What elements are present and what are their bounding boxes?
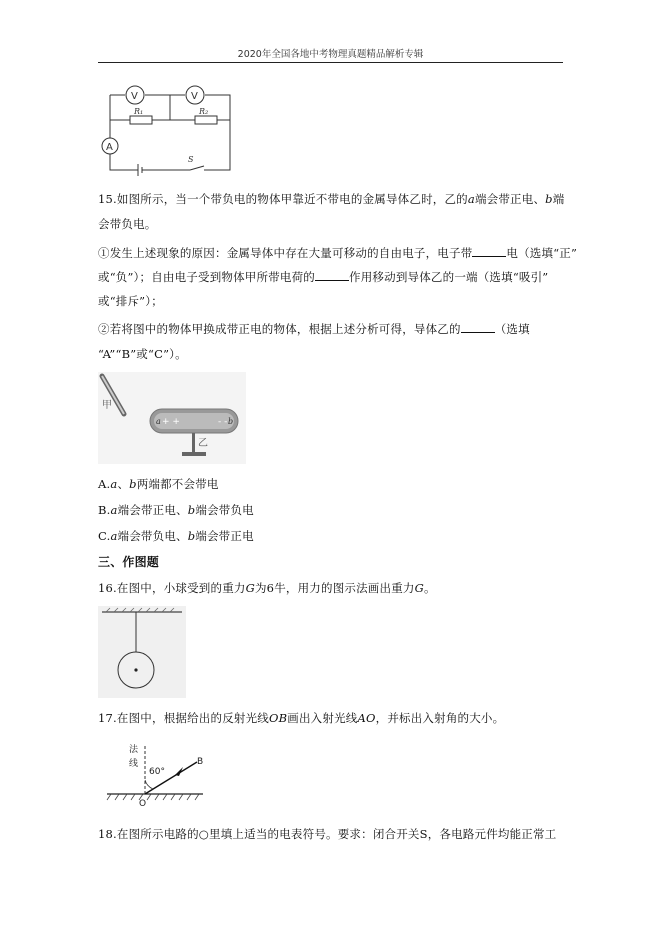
reflection-figure: [105, 740, 205, 810]
point-b-label: B: [197, 757, 204, 767]
ammeter-label: A: [106, 142, 113, 153]
switch-label: S: [188, 155, 194, 164]
answer-blank-1: [472, 245, 506, 257]
q15-part1-line-3: 或“排斥”）；: [98, 294, 163, 308]
jia-label: 甲: [102, 400, 112, 411]
voltmeter-2-label: V: [191, 91, 198, 102]
end-a-label: a: [156, 417, 161, 426]
q18-text: 18.在图所示电路的○里填上适当的电表符号。要求：闭合开关S，各电路元件均能正常工: [98, 827, 557, 841]
end-b-label: b: [228, 417, 234, 426]
q15-part2-line-2: “A”“B”或“C”）。: [98, 347, 187, 361]
pendulum-figure: [98, 606, 186, 698]
angle-label: 60°: [149, 767, 165, 777]
section-title: 三、作图题: [98, 555, 160, 569]
svg-text:- -: - -: [218, 417, 228, 427]
svg-text:+ +: + +: [162, 417, 180, 427]
q15-part1-line-2: 或“负”）；自由电子受到物体甲所带电荷的 作用移动到导体乙的一端（选填“吸引”: [98, 270, 549, 284]
q15-part1-line-1: ①发生上述现象的原因：金属导体中存在大量可移动的自由电子，电子带 电（选填“正”: [98, 246, 578, 260]
header-rule: [98, 62, 563, 63]
voltmeter-1-label: V: [131, 91, 138, 102]
yi-label: 乙: [198, 438, 208, 449]
option-b: B.a端会带正电、b端会带负电: [98, 503, 254, 517]
option-a: A.a、b两端都不会带电: [98, 477, 219, 491]
conductor-figure: [98, 372, 246, 464]
circuit-diagram: [100, 80, 240, 180]
q17-text: 17.在图中，根据给出的反射光线OB画出入射光线AO，并标出入射角的大小。: [98, 711, 505, 725]
r1-label: R₁: [134, 107, 144, 116]
answer-blank-3: [461, 321, 495, 333]
q15-line-2: 会带负电。: [98, 217, 157, 231]
q15-part2-line-1: ②若将图中的物体甲换成带正电的物体，根据上述分析可得，导体乙的 （选填: [98, 322, 530, 336]
option-c: C.a端会带负电、b端会带正电: [98, 529, 254, 543]
r2-label: R₂: [199, 107, 209, 116]
q16-text: 16.在图中，小球受到的重力G为6牛，用力的图示法画出重力G。: [98, 581, 436, 595]
point-o-label: O: [139, 799, 147, 809]
normal-label-2: 线: [129, 759, 139, 769]
q15-line-1: 15.如图所示，当一个带负电的物体甲靠近不带电的金属导体乙时，乙的a端会带正电、b端: [98, 192, 565, 206]
answer-blank-2: [315, 269, 349, 281]
page-header: 2020年全国各地中考物理真题精品解析专辑: [237, 49, 424, 60]
normal-label-1: 法: [129, 745, 139, 755]
